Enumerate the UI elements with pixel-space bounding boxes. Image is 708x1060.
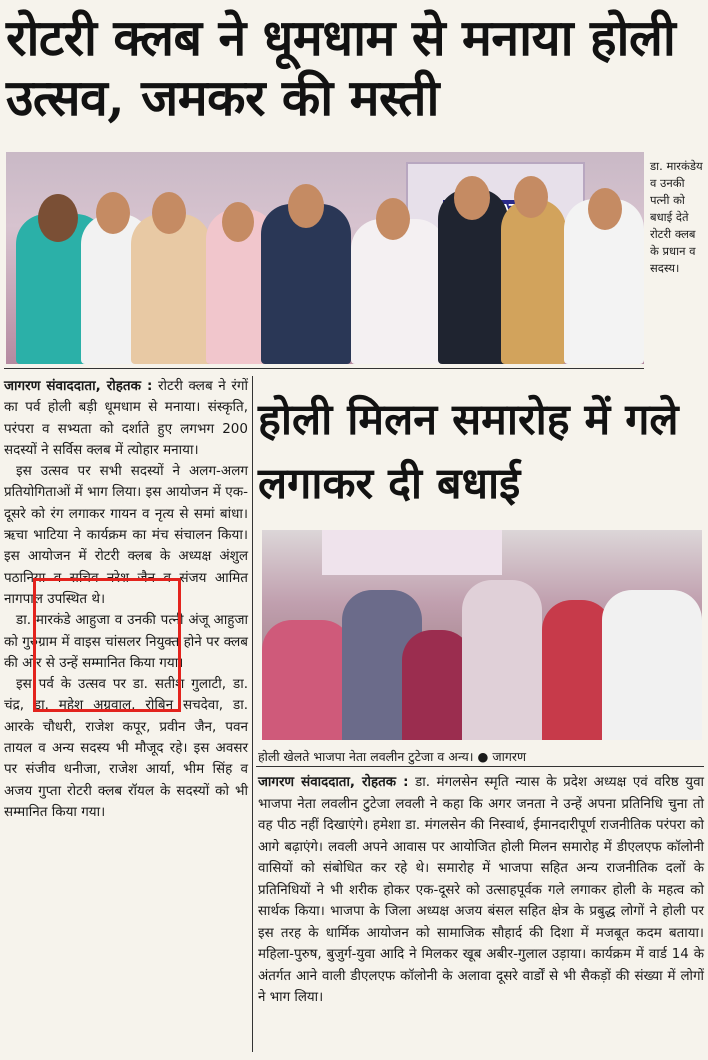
article1-byline: जागरण संवाददाता, रोहतक : [4,378,153,394]
highlight-box [33,578,181,712]
article1-paragraph: इस पर्व के उत्सव पर डा. सतीश गुलाटी, डा. चंद्र, डा. महेश अग्रवाल, रोबिन सचदेवा, डा. आरके चौधरी, राजेश कपूर, प्रवीन जैन, पवन तायल व अन्य सदस्य भी मौजूद रहे। इस अवसर पर संजीव धनीजा, राजेश आर्या, भीम सिंह व अजय गुप्ता रोटरी क्लब रॉयल के सदस्यों को भी सम्मानित किया गया। [4,676,248,820]
article1-photo [6,152,644,364]
article2-body [258,772,704,1009]
article1-headline: रोटरी क्लब ने धूमधाम से मनाया होली उत्सव, जमकर की मस्ती [6,8,676,127]
caption-divider [256,766,704,767]
column-divider [252,376,253,1052]
article1-photo-caption: डा. मारकंडेय व उनकी पत्नी को बधाई देते रोटरी क्लब के प्रधान व सदस्य। [650,159,703,275]
divider-horizontal [4,368,644,369]
article1-paragraph: इस उत्सव पर सभी सदस्यों ने अलग-अलग प्रतियोगिताओं में भाग लिया। इस आयोजन में एक-दूसरे को रंग लगाकर गायन व नृत्य से समां बांधा। ऋचा भाटिया ने कार्यक्रम का मंच संचालन किया। इस आयोजन में रोटरी क्लब के अध्यक्ष अंशुल पठानिया व सचिव नरेश जैन व संजय आमित नागपाल उपस्थित थे। [4,463,248,607]
article2-photo-caption: होली खेलते भाजपा नेता लवलीन टुटेजा व अन्य। ● जागरण [258,749,527,764]
article1-paragraph: जागरण संवाददाता, रोहतक : रोटरी क्लब ने रंगों का पर्व होली बड़ी धूमधाम से मनाया। संस्कृति, परंपरा व सभ्यता को दर्शाते हुए लगभग 200 सदस्यों ने सर्विस क्लब में त्योहार मनाया। [4,378,248,458]
article2-headline: होली मिलन समारोह में गले लगाकर दी बधाई [258,395,679,509]
event-banner [322,530,502,575]
article1-paragraph: डा. मारकंडे आहुजा व उनकी पत्नी अंजू आहुजा को गुरुग्राम में वाइस चांसलर नियुक्त होने पर क्लब की ओर से उन्हें सम्मानित किया गया। [4,612,248,671]
article2-byline: जागरण संवाददाता, रोहतक : [258,775,409,790]
article2-photo [262,530,702,740]
article2-text: डा. मंगलसेन स्मृति न्यास के प्रदेश अध्यक्ष एवं वरिष्ठ युवा भाजपा नेता लवलीन टुटेजा लवली ने कहा कि अगर जनता ने उन्हें अपना प्रतिनिधि चुना तो वह पीठ नहीं दिखाएंगे। हमेशा डा. मंगलसेन की निस्वार्थ, ईमानदारीपूर्ण राजनीतिक परंपरा को आगे बढ़ाएंगे। लवली अपने आवास पर आयोजित होली मिलन समारोह में डीएलएफ कॉलोनी वासियों को संबोधित कर रहे थे। समारोह में भाजपा सहित अन्य राजनीतिक दलों के प्रतिनिधियों ने भी शरीक होकर एक-दूसरे को उत्साहपूर्वक गले लगाकर होली के महत्व को सार्थक किया। भाजपा के जिला अध्यक्ष अजय बंसल सहित क्षेत्र के प्रबुद्ध लोगों ने होली पर इस तरह के धार्मिक आयोजन को सामाजिक सौहार्द की दिशा में मजबूत कदम बताया। महिला-पुरुष, बुजुर्ग-युवा आदि ने मिलकर खूब अबीर-गुलाल उड़ाया। कार्यक्रम में वार्ड 14 के अंतर्गत आने वाली डीएलएफ कॉलोनी के अलावा दूसरे वार्डों से भी सैकड़ों की संख्या में लोगों ने भाग लिया। [258,775,704,1005]
